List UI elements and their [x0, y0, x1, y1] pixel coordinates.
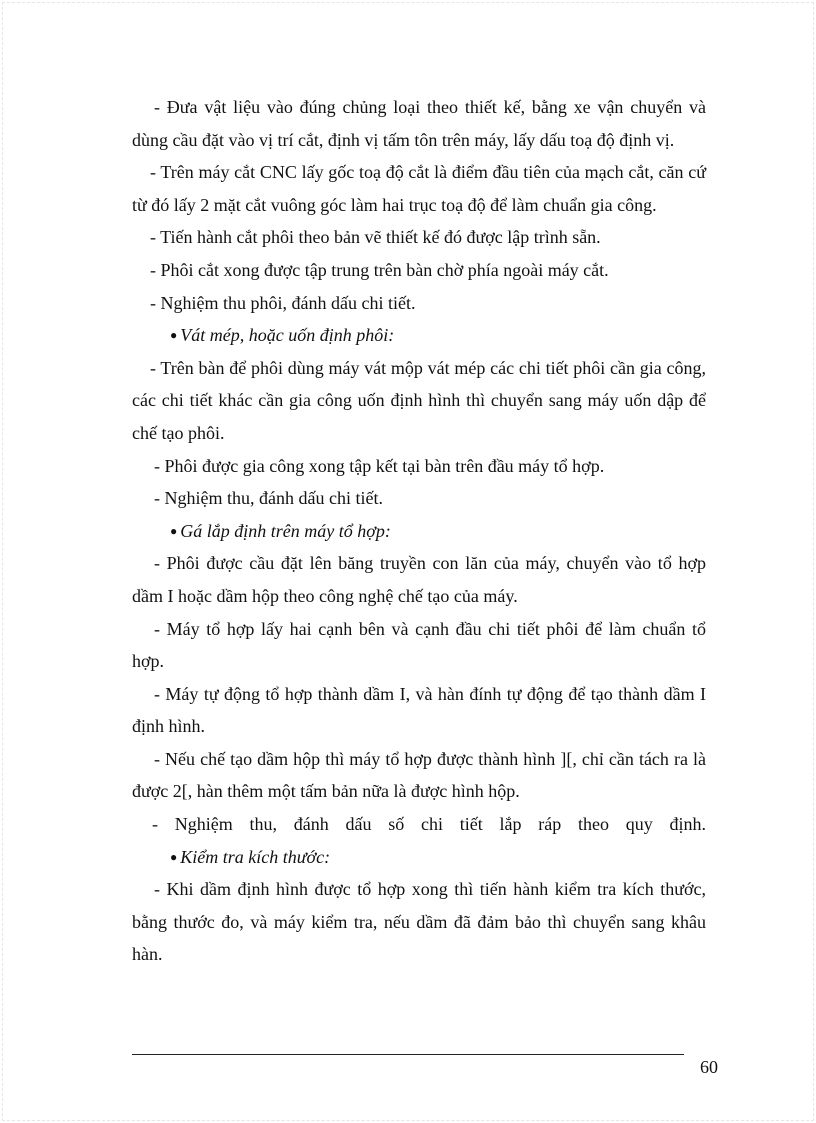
- bullet-icon: ●: [170, 523, 178, 538]
- paragraph-auto-assembly: - Máy tự động tổ hợp thành dầm I, và hàn đính tự động để tạo thành dầm I định hình.: [132, 683, 706, 737]
- paragraph-bevel-machine: - Trên bàn để phôi dùng máy vát mộp vát mép các chi tiết phôi cần gia công, các chi tiết khác cần gia công uốn định hình thì chuyển sang máy uốn dập để chế tạo phôi.: [132, 357, 706, 443]
- paragraph-inspect-numbering: - Nghiệm thu, đánh dấu số chi tiết lắp ráp theo quy định.: [152, 814, 706, 835]
- document-body: [132, 91, 706, 971]
- paragraph-inspect-blanks: - Nghiệm thu phôi, đánh dấu chi tiết.: [150, 292, 416, 313]
- heading-assembly-fixture-text: Gá lắp định trên máy tổ hợp:: [180, 520, 391, 541]
- heading-bevel-bend-text: Vát mép, hoặc uốn định phôi:: [180, 325, 395, 346]
- bullet-icon: ●: [170, 328, 178, 343]
- footer-rule: [132, 1054, 684, 1055]
- heading-dimension-check-text: Kiểm tra kích thước:: [180, 846, 331, 867]
- heading-assembly-fixture: [132, 515, 706, 548]
- heading-dimension-check: [132, 841, 706, 874]
- heading-bevel-bend: [132, 319, 706, 352]
- paragraph-dimension-inspection: - Khi dầm định hình được tổ hợp xong thì tiến hành kiểm tra kích thước, bằng thước đo, và máy kiểm tra, nếu dầm đã đảm bảo thì chuyển sang khâu hàn.: [132, 879, 706, 965]
- paragraph-assembly-datum: - Máy tổ hợp lấy hai cạnh bên và cạnh đầu chi tiết phôi để làm chuẩn tổ hợp.: [132, 618, 706, 672]
- paragraph-cut-blanks: - Tiến hành cắt phôi theo bản vẽ thiết kế đó được lập trình sẵn.: [150, 227, 601, 248]
- page-number: 60: [700, 1057, 718, 1077]
- paragraph-inspect-parts: - Nghiệm thu, đánh dấu chi tiết.: [154, 488, 383, 509]
- paragraph-collect-blanks: - Phôi cắt xong được tập trung trên bàn chờ phía ngoài máy cắt.: [150, 259, 609, 280]
- paragraph-gather-blanks: - Phôi được gia công xong tập kết tại bàn trên đầu máy tổ hợp.: [154, 455, 605, 476]
- paragraph-conveyor: - Phôi được cầu đặt lên băng truyền con lăn của máy, chuyển vào tổ hợp dầm I hoặc dầm hộp theo công nghệ chế tạo của máy.: [132, 553, 706, 606]
- bullet-icon: ●: [170, 849, 178, 864]
- paragraph-cnc-origin: - Trên máy cắt CNC lấy gốc toạ độ cắt là điểm đầu tiên của mạch cắt, căn cứ từ đó lấy 2 mặt cắt vuông góc làm hai trục toạ độ để làm chuẩn gia công.: [132, 162, 706, 215]
- paragraph-material-placement: - Đưa vật liệu vào đúng chủng loại theo thiết kế, bằng xe vận chuyển và dùng cầu đặt vào vị trí cắt, định vị tấm tôn trên máy, lấy dấu toạ độ định vị.: [132, 97, 706, 150]
- paragraph-box-girder: - Nếu chế tạo dầm hộp thì máy tổ hợp được thành hình ][, chỉ cần tách ra là được 2[, hàn thêm một tấm bản nữa là được hình hộp.: [132, 748, 706, 802]
